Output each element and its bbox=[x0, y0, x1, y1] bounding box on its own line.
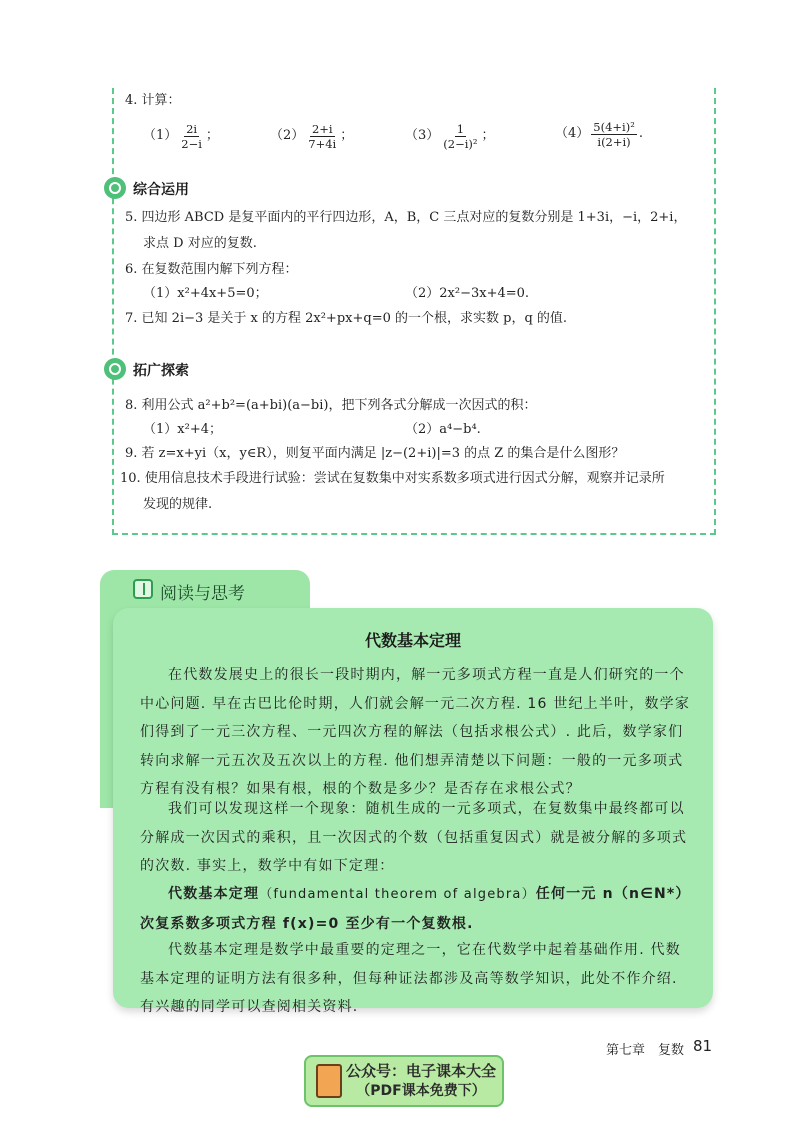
explore-section-icon bbox=[104, 358, 126, 380]
theorem-english: （fundamental theorem of algebra） bbox=[259, 887, 536, 902]
q10-line1: 10. 使用信息技术手段进行试验：尝试在复数集中对实系数多项式进行因式分解，观察并记录所 bbox=[120, 471, 665, 486]
q7: 7. 已知 2i−3 是关于 x 的方程 2x²+px+q=0 的一个根，求实数 p，q 的值. bbox=[125, 311, 568, 326]
watermark-line1: 公众号：电子课本大全 bbox=[346, 1062, 497, 1080]
theorem-statement: 任何一元 n（n∈N*）次复系数多项式方程 f(x)=0 至少有一个复数根. bbox=[140, 886, 691, 932]
reading-paragraph-1: 在代数发展史上的很长一段时期内，解一元多项式方程一直是人们研究的一个中心问题. 早在古巴比伦时期，人们就会解一元二次方程. 16 世纪上半叶，数学家们得到了一元三次方程、一元四次方程的解法（包括求根公式）. 此后，数学家们转向求解一元五次及五次以上的方程. 他们想弄清楚以下问题：一般的一元多项式方程有没有根？如果有根，根的个数是多少？是否存在求根公式？ bbox=[140, 667, 691, 797]
q5-line2: 求点 D 对应的复数. bbox=[143, 236, 257, 251]
theorem-name: 代数基本定理 bbox=[168, 886, 260, 902]
q4-item-3: （3） $\frac{1}{\text{(2−i)²}}$ ； bbox=[405, 121, 495, 151]
q6-b: （2）2x²−3x+4=0. bbox=[405, 286, 530, 301]
watermark-line2: （PDF课本免费下） bbox=[356, 1083, 486, 1099]
q6: 6. 在复数范围内解下列方程： bbox=[125, 262, 298, 277]
q8-b: （2）a⁴−b⁴. bbox=[405, 422, 481, 437]
watermark-badge bbox=[304, 1055, 504, 1107]
applied-section-icon bbox=[104, 177, 126, 199]
applied-section-title: 综合运用 bbox=[133, 182, 189, 198]
q10-line2: 发现的规律. bbox=[143, 497, 213, 512]
reading-paragraph-3: 代数基本定理是数学中最重要的定理之一，它在代数学中起着基础作用. 代数基本定理的证明方法有很多种，但每种证法都涉及高等数学知识，此处不作介绍. 有兴趣的同学可以查阅相关资料. bbox=[140, 942, 681, 1015]
reading-theorem bbox=[140, 880, 695, 938]
book-icon bbox=[133, 579, 153, 599]
chapter-label: 第七章 复数 bbox=[606, 1043, 685, 1058]
explore-section-title: 拓广探索 bbox=[133, 363, 189, 379]
q9: 9. 若 z=x+yi（x，y∈R），则复平面内满足 |z−(2+i)|=3 的点 Z 的集合是什么图形？ bbox=[125, 446, 625, 461]
q8: 8. 利用公式 a²+b²=(a+bi)(a−bi)，把下列各式分解成一次因式的积： bbox=[125, 398, 537, 413]
q4-item-1: （1） $\frac{2i}{2-i}$ ； bbox=[143, 121, 219, 151]
q5-line1: 5. 四边形 ABCD 是复平面内的平行四边形，A，B，C 三点对应的复数分别是 1+3i，−i，2+i， bbox=[125, 210, 687, 225]
reading-paragraph-2: 我们可以发现这样一个现象：随机生成的一元多项式，在复数集中最终都可以分解成一次因式的乘积，且一次因式的个数（包括重复因式）就是被分解的多项式的次数. 事实上，数学中有如下定理： bbox=[140, 801, 688, 874]
q4-item-2: （2） $\frac{2+i}{7+4i}$ ； bbox=[270, 121, 354, 151]
reading-tab-title: 阅读与思考 bbox=[160, 584, 245, 604]
q4-label: 4. 计算： bbox=[125, 93, 181, 108]
q6-a: （1）x²+4x+5=0； bbox=[143, 286, 268, 301]
q8-a: （1）x²+4； bbox=[143, 422, 222, 437]
reading-title: 代数基本定理 bbox=[364, 631, 461, 650]
book-logo-icon bbox=[316, 1064, 342, 1098]
page-number: 81 bbox=[693, 1037, 713, 1055]
q4-item-4: （4） $\frac{\text{5(4+i)²}}{i(2+i)}$ . bbox=[555, 119, 643, 149]
